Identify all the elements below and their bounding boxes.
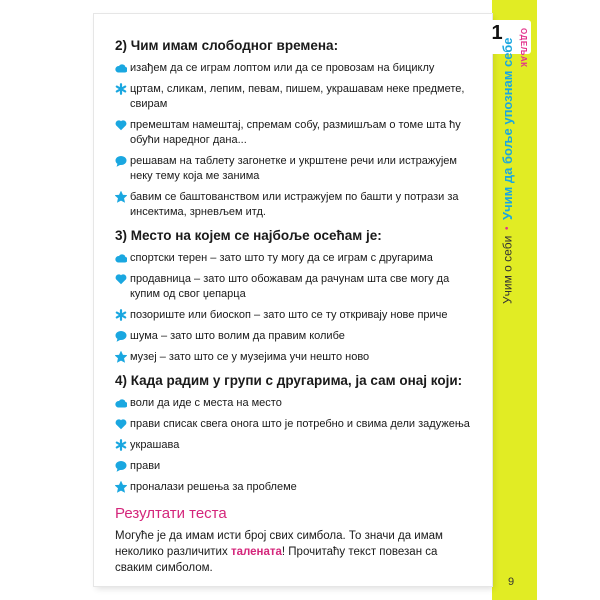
list-item-text: изађем да се играм лоптом или да се провозам на бициклу <box>130 62 435 74</box>
answer-list <box>115 251 475 365</box>
list-item-text: прави списак свега онога што је потребно и свима дели задужења <box>130 418 470 430</box>
list-item <box>115 459 475 474</box>
section-heading: 3) Место на којем се најбоље осећам је: <box>115 228 382 243</box>
speech-bubble-icon <box>115 155 127 167</box>
side-title-part2: Учим да боље упознам себе <box>500 37 515 221</box>
results-text-before: Могуће је да имам исти број свих симбола. То значи да имам неколико различитих <box>115 530 443 558</box>
list-item <box>115 190 475 220</box>
list-item-text: украшава <box>130 439 180 451</box>
results-title: Резултати теста <box>115 505 227 522</box>
asterisk-icon <box>115 83 127 95</box>
list-item <box>115 329 475 344</box>
speech-bubble-icon <box>115 460 127 472</box>
list-item <box>115 118 475 148</box>
question-section <box>115 228 475 365</box>
list-item-text: прави <box>130 460 161 472</box>
list-item-text: цртам, сликам, лепим, певам, пишем, украшавам неке предмете, свирам <box>130 83 465 110</box>
side-title-separator: • <box>502 226 513 230</box>
list-item <box>115 480 475 495</box>
list-item <box>115 61 475 76</box>
question-section <box>115 373 475 495</box>
chapter-number: 1 <box>491 22 503 44</box>
speech-bubble-icon <box>115 330 127 342</box>
heart-icon <box>115 418 127 430</box>
list-item-text: проналази решења за проблеме <box>130 481 297 493</box>
list-item-text: шума – зато што волим да правим колибе <box>130 330 345 342</box>
cloud-icon <box>115 397 127 409</box>
asterisk-icon <box>115 439 127 451</box>
answer-list <box>115 61 475 220</box>
star-icon <box>115 351 127 363</box>
side-title <box>500 37 515 304</box>
list-item-text: позориште или биоскоп – зато што се ту откривају нове приче <box>130 309 448 321</box>
side-title-part1: Учим о себи <box>500 235 515 304</box>
section-heading: 2) Чим имам слободног времена: <box>115 38 339 53</box>
asterisk-icon <box>115 309 127 321</box>
list-item-text: продавница – зато што обожавам да рачунам шта све могу да купим од свог џепарца <box>130 273 450 300</box>
list-item-text: музеј – зато што се у музејима учи нешто ново <box>130 351 370 363</box>
list-item <box>115 272 475 302</box>
page-content <box>115 38 475 576</box>
section-label: ОДЕЉАК <box>519 28 528 68</box>
list-item <box>115 438 475 453</box>
star-icon <box>115 481 127 493</box>
results-text-after: ! Прочитаћу текст повезан са сваким симболом. <box>115 546 438 574</box>
list-item <box>115 82 475 112</box>
cloud-icon <box>115 62 127 74</box>
section-heading: 4) Када радим у групи с другарима, ја сам онај који: <box>115 373 463 388</box>
list-item-text: премештам намештај, спремам собу, размишљам о томе шта ћу обући наредног дана... <box>130 119 461 146</box>
heart-icon <box>115 273 127 285</box>
list-item <box>115 251 475 266</box>
page-number: 9 <box>508 576 515 588</box>
list-item-text: бавим се баштованством или истражујем по башти у потрази за инсектима, зрневљем итд. <box>130 191 459 218</box>
cloud-icon <box>115 252 127 264</box>
list-item <box>115 154 475 184</box>
list-item-text: воли да иде с места на место <box>130 397 282 409</box>
list-item <box>115 350 475 365</box>
list-item-text: спортски терен – зато што ту могу да се играм с другарима <box>130 252 433 264</box>
star-icon <box>115 191 127 203</box>
question-sections <box>115 38 475 495</box>
answer-list <box>115 396 475 495</box>
list-item-text: решавам на таблету загонетке и укрштене речи или истражујем неку тему која ме занима <box>130 155 457 182</box>
list-item <box>115 417 475 432</box>
list-item <box>115 396 475 411</box>
talents-highlight: таленатa <box>230 546 282 558</box>
list-item <box>115 308 475 323</box>
heart-icon <box>115 119 127 131</box>
results-text <box>115 528 475 576</box>
question-section <box>115 38 475 220</box>
